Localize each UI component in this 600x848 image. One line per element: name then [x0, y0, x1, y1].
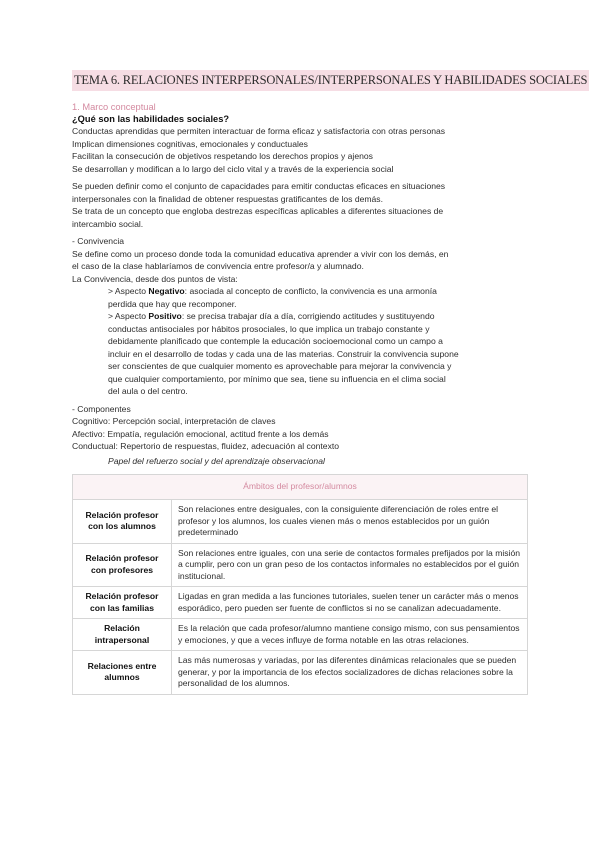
aspect-negative: [72, 285, 528, 298]
page-title: TEMA 6. RELACIONES INTERPERSONALES/INTERPERSONALES Y HABILIDADES SOCIALES: [72, 70, 589, 91]
text-line: interpersonales con la finalidad de obtener respuestas gratificantes de los demás.: [72, 193, 383, 204]
text-line: Afectivo: Empatía, regulación emocional, actitud frente a los demás: [72, 428, 329, 439]
text-line: Se desarrollan y modifican a lo largo del ciclo vital y a través de la experiencia social: [72, 163, 394, 174]
aspect-prefix: > Aspecto: [108, 311, 149, 321]
convivencia-section: [72, 235, 528, 398]
text-line: del aula o del centro.: [108, 386, 188, 396]
table-row: [73, 500, 528, 544]
italic-note: Papel del refuerzo social y del aprendizaje observacional: [108, 455, 325, 466]
ambitos-table: [72, 474, 528, 695]
aspect-text: : se precisa trabajar día a día, corrigiendo actitudes y sustituyendo: [181, 311, 435, 321]
text-line: La Convivencia, desde dos puntos de vista:: [72, 273, 238, 284]
text-line: debidamente planificado que contemple la educación socioemocional como un campo a: [108, 336, 443, 346]
row-text: Ligadas en gran medida a las funciones tutoriales, suelen tener un carácter más o menos esporádico, pero pueden ser fuente de conflictos si no se canalizan adecuadamente.: [172, 587, 528, 619]
section-heading: 1. Marco conceptual: [72, 102, 156, 112]
text-line: ser conscientes de que cualquier momento es aprovechable para mejorar la convivencia y: [108, 361, 452, 371]
text-line: incluir en el desarrollo de todas y cada una de las materias. Construir la convivencia supone: [108, 348, 459, 359]
text-line: que cualquier comportamiento, por mínimo que sea, tiene su influencia en el clima social: [108, 373, 446, 384]
table-row: [73, 543, 528, 587]
aspect-positive: [72, 310, 528, 323]
text-line: Se pueden definir como el conjunto de capacidades para emitir conductas eficaces en situaciones: [72, 181, 446, 191]
row-label: Relación profesor con los alumnos: [73, 500, 172, 544]
row-label: Relación profesor con las familias: [73, 587, 172, 619]
aspect-label: Positivo: [148, 311, 182, 321]
text-line: el caso de la clase hablaríamos de convivencia entre profesor/a y alumnado.: [72, 261, 364, 271]
row-label: Relación profesor con profesores: [73, 543, 172, 587]
row-label: Relaciones entre alumnos: [73, 651, 172, 695]
aspect-label: Negativo: [148, 286, 185, 296]
aspect-text: : asociada al concepto de conflicto, la convivencia es una armonía: [184, 286, 437, 296]
componentes-section: [72, 403, 528, 468]
row-text: Es la relación que cada profesor/alumno mantiene consigo mismo, con sus pensamientos y emociones, y que a veces influye de forma notable en las otras relaciones.: [172, 619, 528, 651]
row-text: Son relaciones entre iguales, con una serie de contactos formales prefijados por la misión a cumplir, pero con un gran peso de los contactos informales no establecidos por el guión institucional.: [172, 543, 528, 587]
table-row: [73, 651, 528, 695]
table-row: [73, 619, 528, 651]
aspect-prefix: > Aspecto: [108, 286, 149, 296]
text-line: perdida que hay que recomponer.: [108, 298, 237, 309]
text-line: Conductas aprendidas que permiten interactuar de forma eficaz y satisfactoria con otras personas: [72, 126, 446, 136]
row-text: Son relaciones entre desiguales, con la consiguiente diferenciación de roles entre el profesor y los alumnos, los cuales vienen más o menos establecidos por un guión predeterminado: [172, 500, 528, 544]
row-text: Las más numerosas y variadas, por las diferentes dinámicas relacionales que se pueden generar, y por la importancia de los efectos socializadores de dichas relaciones sobre la personalidad de los alumnos.: [172, 651, 528, 695]
text-line: Conductual: Repertorio de respuestas, fluidez, adecuación al contexto: [72, 441, 340, 451]
definition-list: [72, 125, 528, 175]
subsection-heading: - Convivencia: [72, 236, 125, 246]
subsection-heading: - Componentes: [72, 403, 131, 414]
question-heading: ¿Qué son las habilidades sociales?: [72, 114, 230, 124]
table-row: [73, 587, 528, 619]
table-header: Ámbitos del profesor/alumnos: [73, 475, 528, 500]
document-page: [72, 70, 588, 695]
row-label: Relación intrapersonal: [73, 619, 172, 651]
text-line: intercambio social.: [72, 218, 144, 229]
text-line: Se define como un proceso donde toda la comunidad educativa aprender a vivir con los demás, en: [72, 248, 449, 259]
text-line: Cognitivo: Percepción social, interpretación de claves: [72, 416, 276, 426]
text-line: conductas antisociales por hábitos prosociales, lo que implica un trabajo constante y: [108, 323, 430, 334]
text-line: Se trata de un concepto que engloba destrezas específicas aplicables a diferentes situaciones de: [72, 206, 444, 216]
text-line: Implican dimensiones cognitivas, emocionales y conductuales: [72, 138, 308, 149]
text-line: Facilitan la consecución de objetivos respetando los derechos propios y ajenos: [72, 151, 373, 161]
paragraph: [72, 180, 528, 230]
